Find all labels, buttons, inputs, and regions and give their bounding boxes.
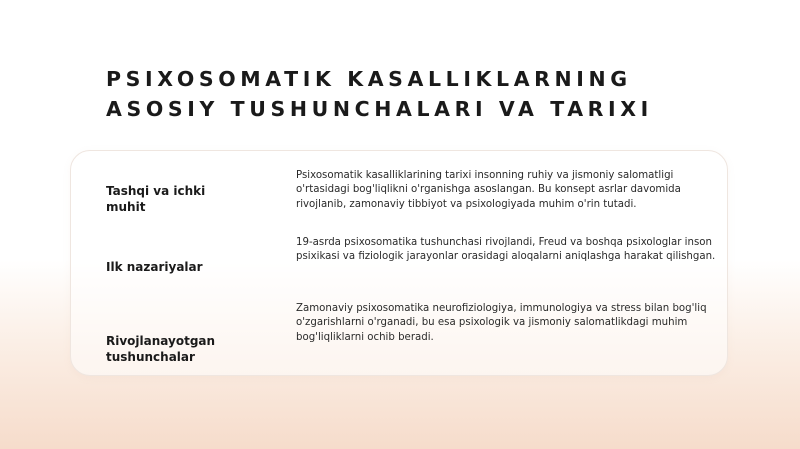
row-description-rivojlanayotgan-tushunchalar: Zamonaviy psixosomatika neurofiziologiya, immunologiya va stress bilan bog'liq o'zgarishlarni o'rganadi, bu esa psixologik va jismoniy salomatlikdagi muhim bog'liqliklarni ochib beradi. (296, 303, 707, 343)
slide-title (106, 64, 746, 124)
row-label-line: tushunchalar (106, 350, 195, 364)
row-description-ilk-nazariyalar: 19-asrda psixosomatika tushunchasi rivojlandi, Freud va boshqa psixologlar inson psixikasi va fiziologik jarayonlar orasidagi aloqalarni aniqlashga harakat qilishgan. (296, 237, 716, 263)
row-label-tashqi-va-ichki-muhit (106, 183, 256, 215)
row-label-line: muhit (106, 200, 146, 214)
row-label-line: Rivojlanayotgan (106, 334, 216, 348)
row-label-line: Tashqi va ichki (106, 184, 206, 198)
row-label-rivojlanayotgan-tushunchalar (106, 333, 256, 365)
slide-title-line-2: ASOSIY TUSHUNCHALARI VA TARIXI (106, 97, 653, 121)
row-label-ilk-nazariyalar (106, 259, 256, 275)
row-description-tashqi-va-ichki-muhit: Psixosomatik kasalliklarining tarixi insonning ruhiy va jismoniy salomatligi o'rtasidagi bog'liqlikni o'rganishga asoslangan. Bu konsept asrlar davomida rivojlanib, zamonaviy tibbiyot va psixologiyada muhim o'rin tutadi. (296, 170, 681, 210)
row-label-line: Ilk nazariyalar (106, 260, 203, 274)
slide-title-line-1: PSIXOSOMATIK KASALLIKLARNING (106, 67, 632, 91)
